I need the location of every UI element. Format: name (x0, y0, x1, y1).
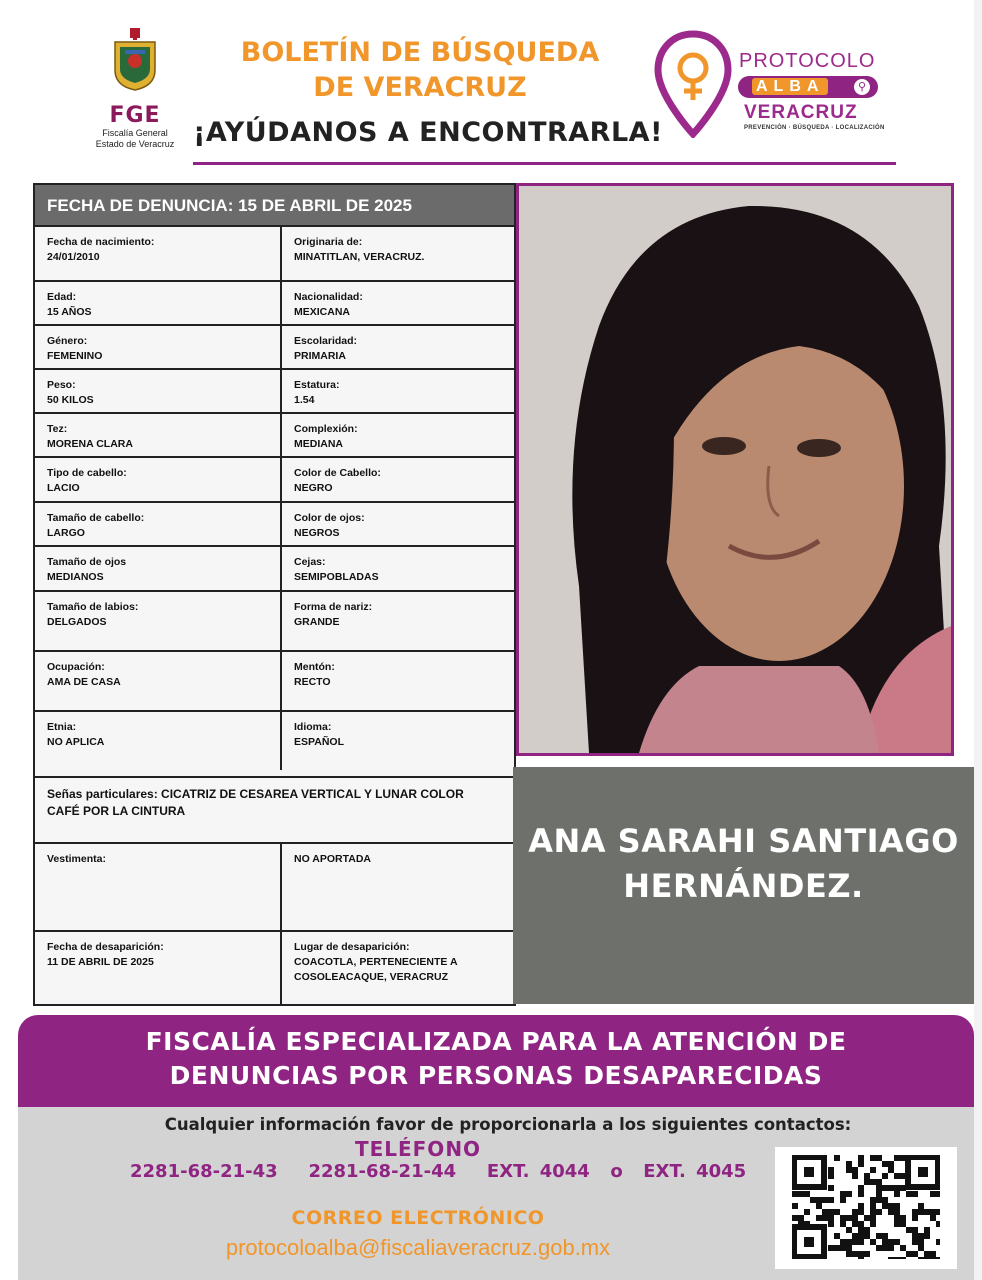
vestimenta-cell (35, 844, 282, 930)
contact-intro: Cualquier información favor de proporcionarla a los siguientes contactos: (164, 1115, 852, 1134)
field-value: RECTO (294, 676, 331, 688)
fge-logo-text: FGE (109, 103, 161, 128)
field-label: Complexión: (294, 423, 358, 435)
location-pin-female-icon (654, 30, 732, 138)
info-cell-left (35, 547, 282, 590)
info-row (35, 501, 514, 545)
field-value: DELGADOS (47, 616, 107, 628)
info-cell-right (282, 458, 514, 501)
portrait-photo (519, 186, 951, 753)
field-label: Tamaño de labios: (47, 601, 139, 613)
field-value: 1.54 (294, 394, 315, 406)
field-label: Tamaño de cabello: (47, 512, 145, 524)
alba-logo-line2: ALBA (752, 78, 828, 95)
field-value: MINATITLAN, VERACRUZ. (294, 251, 425, 263)
telefono-label: TELÉFONO (354, 1137, 482, 1161)
info-cell-right (282, 282, 514, 324)
info-cell-right (282, 652, 514, 710)
field-value: MORENA CLARA (47, 438, 133, 450)
field-label: Idioma: (294, 721, 332, 733)
fecha-desaparicion-value: 11 DE ABRIL DE 2025 (47, 956, 154, 968)
lugar-desaparicion-cell (282, 932, 514, 1004)
info-row (35, 280, 514, 324)
person-name-line1: ANA SARAHI SANTIAGO (528, 822, 959, 860)
info-cell-left (35, 458, 282, 501)
info-row (35, 225, 514, 280)
field-label: Mentón: (294, 661, 335, 673)
info-table (33, 183, 516, 1006)
info-row (35, 456, 514, 501)
field-label: Color de ojos: (294, 512, 365, 524)
vestimenta-label: Vestimenta: (47, 853, 106, 865)
field-label: Color de Cabello: (294, 467, 381, 479)
magnifier-icon: ⚲ (854, 79, 870, 95)
vestimenta-value: NO APORTADA (294, 853, 371, 865)
email-label: CORREO ELECTRÓNICO (291, 1207, 545, 1229)
info-cell-left (35, 326, 282, 368)
field-value: NEGRO (294, 482, 333, 494)
field-value: LACIO (47, 482, 80, 494)
lugar-desaparicion-value: COACOTLA, PERTENECIENTE A COSOLEACAQUE, VERACRUZ (294, 956, 458, 983)
person-name-panel (513, 767, 974, 1004)
info-cell-right (282, 547, 514, 590)
field-label: Tipo de cabello: (47, 467, 127, 479)
info-row (35, 590, 514, 650)
bulletin-title-line1: BOLETÍN DE BÚSQUEDA (240, 37, 600, 68)
vestimenta-row (35, 842, 514, 930)
fge-logo (80, 28, 190, 153)
field-label: Originaria de: (294, 236, 363, 248)
info-cell-left (35, 414, 282, 456)
info-cell-left (35, 652, 282, 710)
alba-logo-tagline: PREVENCIÓN · BÚSQUEDA · LOCALIZACIÓN (744, 125, 885, 131)
fge-logo-sub2: Estado de Veracruz (95, 139, 175, 149)
field-value: FEMENINO (47, 350, 103, 362)
person-name-line2: HERNÁNDEZ. (623, 867, 864, 905)
field-value: PRIMARIA (294, 350, 346, 362)
field-value: NEGROS (294, 527, 340, 539)
field-value: GRANDE (294, 616, 340, 628)
field-label: Forma de nariz: (294, 601, 373, 613)
info-row (35, 650, 514, 710)
qr-code-graphic (792, 1155, 940, 1259)
page-edge (974, 0, 982, 1280)
field-label: Edad: (47, 291, 77, 303)
field-label: Tamaño de ojos (47, 556, 127, 568)
info-row (35, 412, 514, 456)
field-label: Peso: (47, 379, 76, 391)
desaparicion-row (35, 930, 514, 1004)
info-cell-left (35, 370, 282, 412)
field-label: Etnia: (47, 721, 77, 733)
field-value: LARGO (47, 527, 85, 539)
alba-logo-pill (738, 76, 878, 98)
info-cell-right (282, 592, 514, 650)
vestimenta-value-cell (282, 844, 514, 930)
fiscalia-line1: FISCALÍA ESPECIALIZADA PARA LA ATENCIÓN DE (145, 1027, 847, 1056)
field-label: Género: (47, 335, 88, 347)
bulletin-subtitle: ¡AYÚDANOS A ENCONTRARLA! (193, 117, 663, 148)
info-cell-right (282, 227, 514, 280)
alba-logo-line3: VERACRUZ (744, 102, 858, 123)
info-cell-right (282, 503, 514, 545)
denuncia-date-bar: FECHA DE DENUNCIA: 15 DE ABRIL DE 2025 (35, 185, 514, 225)
field-label: Cejas: (294, 556, 326, 568)
field-value: AMA DE CASA (47, 676, 121, 688)
info-cell-right (282, 326, 514, 368)
bulletin-title-line2: DE VERACRUZ (313, 72, 527, 103)
senas-particulares: Señas particulares: CICATRIZ DE CESAREA VERTICAL Y LUNAR COLOR CAFÉ POR LA CINTURA (47, 787, 464, 818)
missing-person-photo (516, 183, 954, 756)
person-name (513, 819, 974, 909)
info-cell-left (35, 282, 282, 324)
field-label: Tez: (47, 423, 68, 435)
info-cell-left (35, 227, 282, 280)
header-divider (193, 162, 896, 165)
info-row (35, 710, 514, 770)
info-cell-left (35, 712, 282, 770)
fecha-desaparicion-cell (35, 932, 282, 1004)
protocolo-alba-logo (652, 30, 892, 140)
senas-row (35, 776, 514, 842)
info-row (35, 368, 514, 412)
info-row (35, 324, 514, 368)
info-cell-left (35, 503, 282, 545)
field-label: Escolaridad: (294, 335, 358, 347)
info-cell-right (282, 712, 514, 770)
qr-code-icon[interactable] (775, 1147, 957, 1269)
field-value: SEMIPOBLADAS (294, 571, 379, 583)
info-row (35, 545, 514, 590)
veracruz-seal-icon (109, 28, 161, 92)
info-cell-right (282, 370, 514, 412)
fiscalia-banner (18, 1015, 974, 1107)
field-value: MEDIANA (294, 438, 343, 450)
field-value: 50 KILOS (47, 394, 94, 406)
field-label: Nacionalidad: (294, 291, 363, 303)
fiscalia-line2: DENUNCIAS POR PERSONAS DESAPARECIDAS (169, 1061, 823, 1090)
info-cell-left (35, 592, 282, 650)
field-label: Estatura: (294, 379, 340, 391)
telefono-numbers[interactable]: 2281-68-21-43 2281-68-21-44 EXT. 4044 o EXT. 4045 (130, 1161, 747, 1182)
field-value: NO APLICA (47, 736, 105, 748)
email-address[interactable]: protocoloalba@fiscaliaveracruz.gob.mx (225, 1235, 611, 1260)
field-value: 15 AÑOS (47, 306, 92, 318)
field-value: MEDIANOS (47, 571, 104, 583)
field-value: 24/01/2010 (47, 251, 100, 263)
alba-logo-line1: PROTOCOLO (739, 50, 876, 72)
fge-logo-sub1: Fiscalía General (102, 128, 168, 138)
fecha-desaparicion-label: Fecha de desaparición: (47, 941, 164, 953)
field-label: Ocupación: (47, 661, 105, 673)
fiscalia-text (18, 1025, 974, 1093)
field-value: MEXICANA (294, 306, 351, 318)
contact-area (18, 1107, 974, 1280)
field-label: Fecha de nacimiento: (47, 236, 155, 248)
field-value: ESPAÑOL (294, 736, 344, 748)
lugar-desaparicion-label: Lugar de desaparición: (294, 941, 410, 953)
info-cell-right (282, 414, 514, 456)
